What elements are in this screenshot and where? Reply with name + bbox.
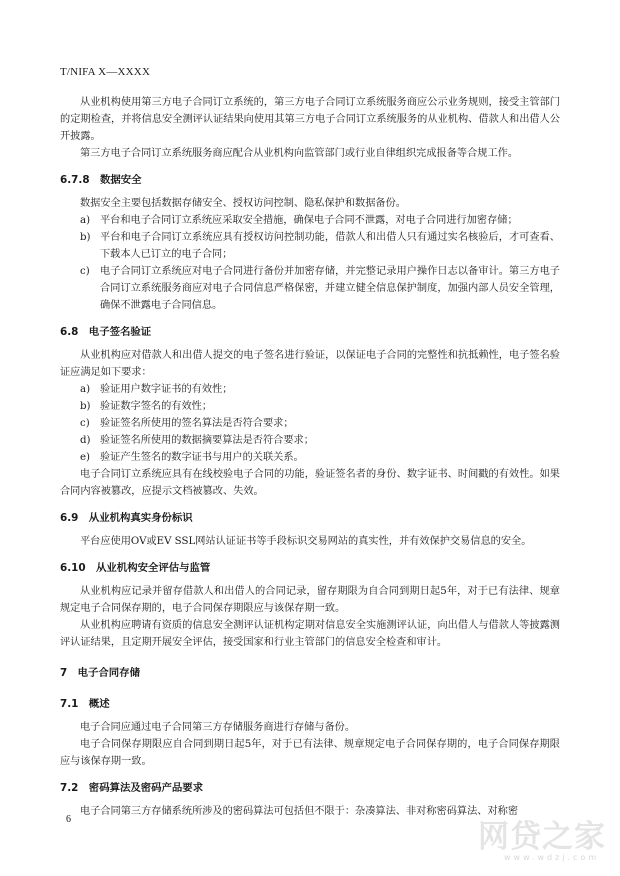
paragraph: 电子合同订立系统应具有在线校验电子合同的功能，验证签名者的身份、数字证书、时间戳的有效性。如果合同内容被篡改，应提示文档被篡改、失效。 [60,469,560,497]
list-item [60,432,560,449]
section-heading-7-2: 7.2 密码算法及密码产品要求 [60,782,204,794]
list-item [60,415,560,432]
paragraph: 电子合同应通过电子合同第三方存储服务商进行存储与备份。 [80,722,356,733]
list-text: 电子合同订立系统应对电子合同进行备份并加密存储，并完整记录用户操作日志以备审计。第三方电子合同订立系统服务商应对电子合同信息严格保密，并建立健全信息保护制度，加强内部人员安全管理，确保不泄露电子合同信息。 [100,266,560,311]
chapter-heading-7: 7 电子合同存储 [60,667,140,679]
list-text: 平台和电子合同订立系统应采取安全措施，确保电子合同不泄露，对电子合同进行加密存储； [100,215,518,226]
section-heading-7-1: 7.1 概述 [60,698,110,710]
list-marker: c) [80,266,90,277]
watermark-text: 网贷之家 [478,819,606,855]
list-text: 验证签名所使用的签名算法是否符合要求； [100,418,294,429]
list-marker: e) [80,452,91,463]
list-text: 验证签名所使用的数据摘要算法是否符合要求； [100,435,314,446]
list-marker: a) [80,384,91,395]
section-heading-6-8: 6.8 电子签名验证 [60,326,152,338]
list-item [60,212,560,229]
paragraph: 从业机构使用第三方电子合同订立系统的，第三方电子合同订立系统服务商应公示业务规则，接受主管部门的定期检查，并将信息安全测评认证结果向使用其第三方电子合同订立系统服务的从业机构、借款人和出借人公开披露。 [60,97,560,142]
paragraph: 从业机构应聘请有资质的信息安全测评认证机构定期对信息安全实施测评认证，向出借人与借款人等披露测评认证结果，且定期开展安全评估，接受国家和行业主管部门的信息安全检查和审计。 [60,620,560,648]
document-code: T/NIFA X—XXXX [60,66,151,78]
watermark-logo [478,811,614,863]
list-marker: b) [80,401,91,412]
paragraph: 电子合同第三方存储系统所涉及的密码算法可包括但不限于：杂凑算法、非对称密码算法、对称密 [80,806,519,817]
paragraph: 从业机构应记录并留存借款人和出借人的合同记录，留存期限为自合同到期日起5年，对于已有法律、规章规定电子合同保存期的，电子合同保存期限应与该保存期一致。 [60,586,560,614]
list-text: 平台和电子合同订立系统应具有授权访问控制功能，借款人和出借人只有通过实名核验后，才可查看、下载本人已订立的电子合同； [100,232,560,260]
section-heading-6-9: 6.9 从业机构真实身份标识 [60,512,193,524]
list-item [60,229,560,263]
list-marker: b) [80,232,91,243]
section-heading-6-10: 6.10 从业机构安全评估与监管 [60,562,211,574]
paragraph: 电子合同保存期限应自合同到期日起5年，对于已有法律、规章规定电子合同保存期的，电子合同保存期限应与该保存期一致。 [60,739,560,767]
paragraph: 从业机构应对借款人和出借人提交的电子签名进行验证，以保证电子合同的完整性和抗抵赖性，电子签名验证应满足如下要求： [60,350,560,378]
list-text: 验证产生签名的数字证书与用户的关联关系。 [100,452,304,463]
list-item [60,449,560,466]
list-item [60,381,560,398]
paragraph: 数据安全主要包括数据存储安全、授权访问控制、隐私保护和数据备份。 [80,198,406,209]
watermark-url: www.wdzj.com [504,853,600,862]
list-marker: d) [80,435,91,446]
list-marker: c) [80,418,90,429]
section-heading-6-7-8: 6.7.8 数据安全 [60,174,142,186]
paragraph: 平台应使用OV或EV SSL网站认证证书等手段标识交易网站的真实性，并有效保护交易信息的安全。 [80,536,532,547]
paragraph: 第三方电子合同订立系统服务商应配合从业机构向监管部门或行业自律组织完成报备等合规工作。 [80,148,519,159]
list-item [60,398,560,415]
list-text: 验证用户数字证书的有效性； [100,384,233,395]
list-text: 验证数字签名的有效性； [100,401,213,412]
document-body [60,94,560,820]
list-item [60,263,560,314]
page-number: 6 [66,814,71,825]
list-marker: a) [80,215,91,226]
